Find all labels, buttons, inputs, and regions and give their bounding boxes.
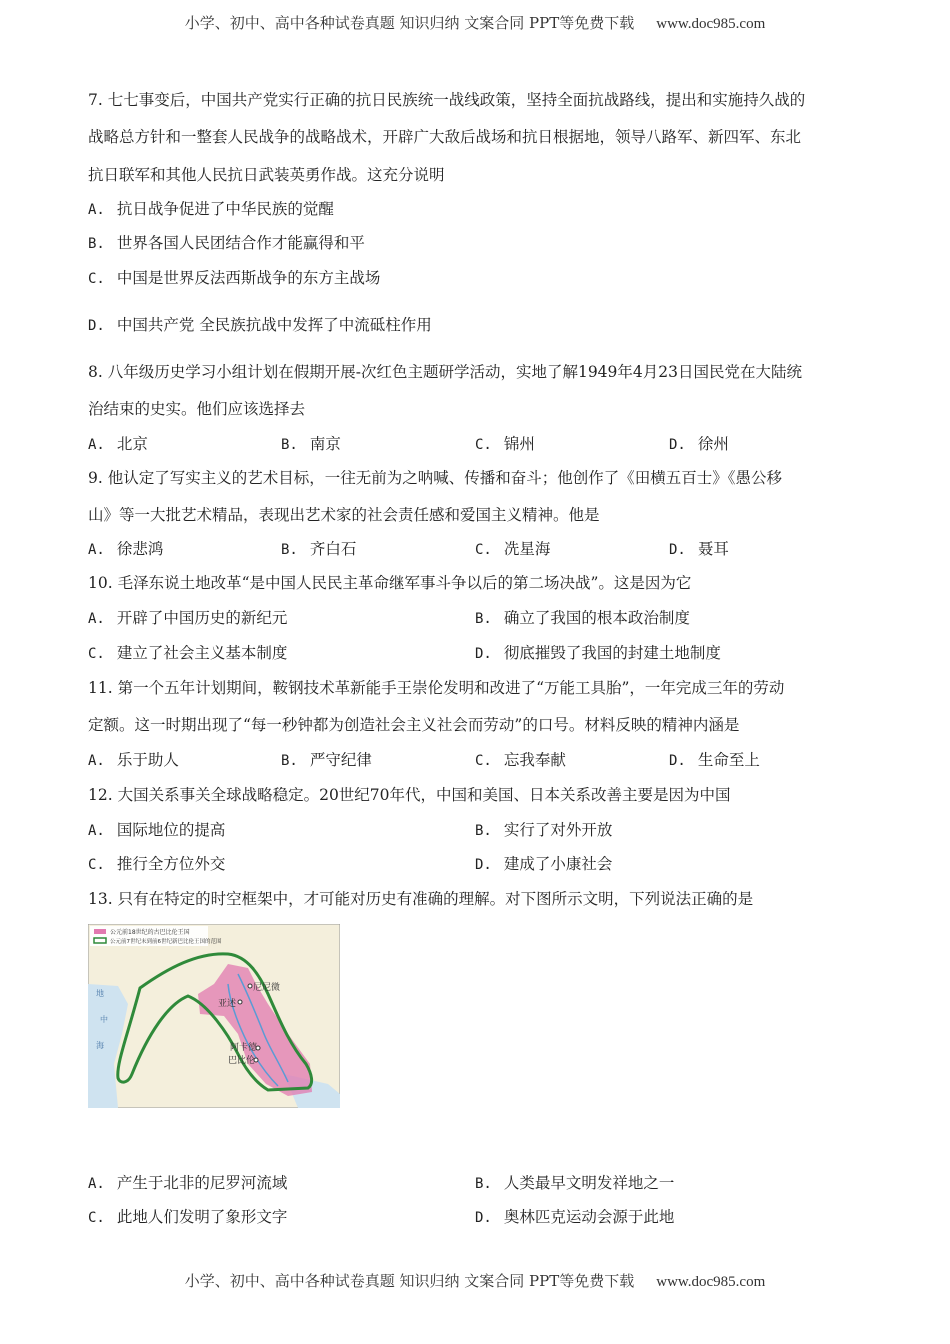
- option-text: 徐悲鸿: [116, 540, 164, 558]
- sea-label-2: 中: [100, 1015, 108, 1024]
- option-key: D.: [475, 1210, 492, 1226]
- option-key: C.: [475, 437, 492, 453]
- q7-option-c[interactable]: [88, 267, 380, 290]
- option-text: 抗日战争促进了中华民族的觉醒: [116, 200, 334, 218]
- q8-line-2: 治结束的史实。他们应该选择去: [88, 400, 306, 418]
- option-key: A.: [88, 611, 105, 627]
- q11-option-b[interactable]: [281, 749, 372, 772]
- option-text: 北京: [116, 435, 148, 453]
- option-key: C.: [88, 1210, 105, 1226]
- assur-marker: [238, 1000, 242, 1004]
- q8-line-1: 8. 八年级历史学习小组计划在假期开展-次红色主题研学活动，实地了解1949年4月23日国民党在大陆统: [88, 363, 802, 381]
- q10-option-a[interactable]: [88, 607, 287, 630]
- option-key: C.: [475, 542, 492, 558]
- option-text: 人类最早文明发祥地之一: [503, 1174, 675, 1192]
- option-text: 齐白石: [309, 540, 357, 558]
- option-key: B.: [281, 753, 298, 769]
- option-key: A.: [88, 823, 105, 839]
- option-text: 此地人们发明了象形文字: [116, 1208, 288, 1226]
- q10-option-c[interactable]: [88, 642, 287, 665]
- nineveh-label: 尼尼微: [253, 983, 281, 993]
- q11-option-d[interactable]: [669, 749, 760, 772]
- option-key: C.: [475, 753, 492, 769]
- q11-option-a[interactable]: [88, 749, 179, 772]
- option-key: A.: [88, 753, 105, 769]
- option-key: D.: [669, 753, 686, 769]
- q11-line-1: 11. 第一个五年计划期间，鞍钢技术革新能手王崇伦发明和改进了“万能工具胎”，一年完成三年的劳动: [88, 679, 785, 697]
- option-text: 徐州: [697, 435, 729, 453]
- option-text: 锦州: [503, 435, 535, 453]
- q10-option-d[interactable]: [475, 642, 721, 665]
- option-text: 乐于助人: [116, 751, 179, 769]
- option-key: D.: [475, 857, 492, 873]
- q11-option-c[interactable]: [475, 749, 566, 772]
- q9-option-d[interactable]: [669, 538, 729, 561]
- option-text: 中国共产党 全民族抗战中发挥了中流砥柱作用: [116, 316, 432, 334]
- q7-option-d[interactable]: [88, 314, 432, 337]
- q8-option-d[interactable]: [669, 433, 729, 456]
- option-text: 彻底摧毁了我国的封建土地制度: [503, 644, 721, 662]
- option-text: 中国是世界反法西斯战争的东方主战场: [116, 269, 381, 287]
- option-text: 生命至上: [697, 751, 760, 769]
- sea-label-3: 海: [96, 1041, 104, 1050]
- option-key: A.: [88, 437, 105, 453]
- q8-option-a[interactable]: [88, 433, 148, 456]
- assur-label: 亚述: [218, 999, 237, 1009]
- q8-option-c[interactable]: [475, 433, 535, 456]
- option-text: 南京: [309, 435, 341, 453]
- option-text: 世界各国人民团结合作才能赢得和平: [116, 234, 365, 252]
- option-text: 实行了对外开放: [503, 821, 613, 839]
- q8-option-b[interactable]: [281, 433, 341, 456]
- option-key: B.: [475, 1176, 492, 1192]
- q9-line-2: 山》等一大批艺术精品，表现出艺术家的社会责任感和爱国主义精神。他是: [88, 506, 600, 524]
- option-key: B.: [475, 823, 492, 839]
- q12-option-a[interactable]: [88, 819, 225, 842]
- option-key: A.: [88, 202, 105, 218]
- q13-option-c[interactable]: [88, 1206, 287, 1229]
- option-text: 忘我奉献: [503, 751, 566, 769]
- option-key: A.: [88, 1176, 105, 1192]
- akkad-label: 阿卡德: [230, 1043, 258, 1053]
- sea-label-1: 地: [96, 989, 104, 998]
- option-key: C.: [88, 857, 105, 873]
- page-footer: [0, 1270, 950, 1291]
- option-key: D.: [669, 437, 686, 453]
- option-key: C.: [88, 646, 105, 662]
- option-text: 产生于北非的尼罗河流域: [116, 1174, 288, 1192]
- q7-line-2: 战略总方针和一整套人民战争的战略战术，开辟广大敌后战场和抗日根据地，领导八路军、新四军、东北: [88, 128, 802, 146]
- q9-option-b[interactable]: [281, 538, 356, 561]
- babylon-label: 巴比伦: [228, 1056, 256, 1066]
- map-svg: [88, 924, 340, 1108]
- legend-pink-swatch: [94, 929, 106, 934]
- q9-option-a[interactable]: [88, 538, 163, 561]
- option-text: 冼星海: [503, 540, 551, 558]
- q13-option-a[interactable]: [88, 1172, 287, 1195]
- header-text: 小学、初中、高中各种试卷真题 知识归纳 文案合同 PPT等免费下载: [184, 14, 635, 32]
- option-text: 严守纪律: [309, 751, 372, 769]
- nineveh-marker: [248, 984, 252, 988]
- page-header: [0, 12, 950, 33]
- option-text: 建成了小康社会: [503, 855, 613, 873]
- option-text: 确立了我国的根本政治制度: [503, 609, 690, 627]
- q7-option-a[interactable]: [88, 198, 334, 221]
- option-key: C.: [88, 271, 105, 287]
- q13-option-d[interactable]: [475, 1206, 674, 1229]
- footer-text: 小学、初中、高中各种试卷真题 知识归纳 文案合同 PPT等免费下载: [184, 1272, 635, 1290]
- q9-line-1: 9. 他认定了写实主义的艺术目标，一往无前为之呐喊、传播和奋斗；他创作了《田横五百士》《愚公移: [88, 469, 782, 487]
- option-key: B.: [281, 437, 298, 453]
- legend-green-label: 公元前7世纪末到前6世纪新巴比伦王国的范围: [110, 939, 222, 945]
- option-key: D.: [669, 542, 686, 558]
- option-text: 国际地位的提高: [116, 821, 226, 839]
- option-text: 开辟了中国历史的新纪元: [116, 609, 288, 627]
- q7-option-b[interactable]: [88, 232, 365, 255]
- q12-option-b[interactable]: [475, 819, 612, 842]
- header-url[interactable]: www.doc985.com: [656, 16, 766, 32]
- footer-url[interactable]: www.doc985.com: [656, 1274, 766, 1290]
- q13-option-b[interactable]: [475, 1172, 674, 1195]
- option-text: 推行全方位外交: [116, 855, 226, 873]
- q12-option-d[interactable]: [475, 853, 612, 876]
- babylon-map: [88, 924, 340, 1108]
- option-key: B.: [281, 542, 298, 558]
- q13-line-1: 13. 只有在特定的时空框架中，才可能对历史有准确的理解。对下图所示文明，下列说法正确的是: [88, 890, 754, 908]
- legend-pink-label: 公元前18世纪的古巴比伦王国: [110, 929, 190, 936]
- q7-line-1: 7. 七七事变后，中国共产党实行正确的抗日民族统一战线政策，坚持全面抗战路线，提出和实施持久战的: [88, 91, 806, 109]
- option-text: 建立了社会主义基本制度: [116, 644, 288, 662]
- option-text: 聂耳: [697, 540, 729, 558]
- option-text: 奥林匹克运动会源于此地: [503, 1208, 675, 1226]
- q7-line-3: 抗日联军和其他人民抗日武装英勇作战。这充分说明: [88, 166, 445, 184]
- q9-option-c[interactable]: [475, 538, 550, 561]
- option-key: D.: [88, 318, 105, 334]
- q12-line-1: 12. 大国关系事关全球战略稳定。20世纪70年代，中国和美国、日本关系改善主要是因为中国: [88, 786, 731, 804]
- option-key: B.: [88, 236, 105, 252]
- option-key: B.: [475, 611, 492, 627]
- option-key: D.: [475, 646, 492, 662]
- option-key: A.: [88, 542, 105, 558]
- q10-line-1: 10. 毛泽东说土地改革“是中国人民民主革命继军事斗争以后的第二场决战”。这是因为它: [88, 574, 692, 592]
- q12-option-c[interactable]: [88, 853, 225, 876]
- q11-line-2: 定额。这一时期出现了“每一秒钟都为创造社会主义社会而劳动”的口号。材料反映的精神内涵是: [88, 716, 740, 734]
- q10-option-b[interactable]: [475, 607, 690, 630]
